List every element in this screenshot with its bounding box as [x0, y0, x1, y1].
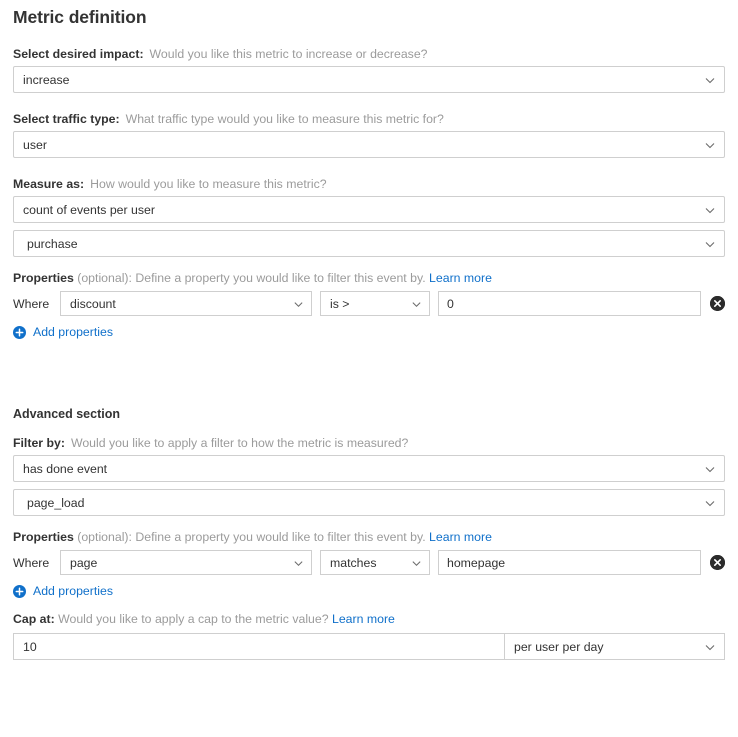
filter-value-input-secondary[interactable] — [438, 550, 701, 575]
traffic-type-label-row — [13, 112, 725, 126]
properties-primary-header — [13, 271, 725, 285]
filter-property-value: discount — [70, 296, 116, 311]
cap-unit-select[interactable] — [504, 633, 725, 660]
filter-property-select-secondary[interactable] — [60, 550, 312, 575]
cap-at-learn-more-link[interactable]: Learn more — [332, 612, 395, 626]
cap-at-row — [13, 633, 725, 660]
chevron-down-icon — [411, 298, 422, 309]
filter-operator-value: is > — [330, 296, 350, 311]
plus-circle-icon — [13, 326, 26, 339]
remove-property-button-secondary[interactable] — [710, 555, 725, 570]
traffic-type-select[interactable] — [13, 131, 725, 158]
filter-property-select[interactable] — [60, 291, 312, 316]
properties-secondary-hint: Define a property you would like to filter this event by. — [135, 530, 426, 544]
filter-operator-select-secondary[interactable] — [320, 550, 430, 575]
properties-primary-learn-more-link[interactable]: Learn more — [429, 271, 492, 285]
filter-operator-select[interactable] — [320, 291, 430, 316]
chevron-down-icon — [704, 238, 716, 250]
filter-property-value-secondary: page — [70, 555, 98, 570]
properties-primary-label: Properties — [13, 271, 74, 285]
measure-as-label: Measure as: — [13, 177, 85, 191]
traffic-type-value: user — [23, 137, 47, 152]
chevron-down-icon — [293, 298, 304, 309]
desired-impact-value: increase — [23, 72, 70, 87]
filter-by-hint: Would you like to apply a filter to how the metric is measured? — [70, 436, 409, 450]
properties-secondary-filter-row — [13, 550, 725, 575]
filter-by-value: has done event — [23, 461, 108, 476]
chevron-down-icon — [704, 139, 716, 151]
add-properties-primary-link[interactable]: Add properties — [33, 325, 113, 339]
chevron-down-icon — [704, 204, 716, 216]
measure-as-hint: How would you like to measure this metric? — [90, 177, 327, 191]
filter-value-input[interactable] — [438, 291, 701, 316]
measure-event-select[interactable] — [13, 230, 725, 257]
add-properties-primary-row[interactable] — [13, 325, 725, 339]
desired-impact-hint: Would you like this metric to increase or decrease? — [149, 47, 428, 61]
where-label: Where — [13, 296, 50, 311]
desired-impact-label-row — [13, 47, 725, 61]
properties-secondary-optional: (optional): — [77, 530, 132, 544]
chevron-down-icon — [704, 497, 716, 509]
cap-value-input[interactable] — [13, 633, 504, 660]
properties-secondary-label: Properties — [13, 530, 74, 544]
traffic-type-hint: What traffic type would you like to measure this metric for? — [125, 112, 444, 126]
cap-at-hint: Would you like to apply a cap to the metric value? — [58, 612, 329, 626]
remove-property-button[interactable] — [710, 296, 725, 311]
properties-primary-optional: (optional): — [77, 271, 132, 285]
desired-impact-label: Select desired impact: — [13, 47, 144, 61]
filter-by-label-row — [13, 436, 725, 450]
properties-secondary-header — [13, 530, 725, 544]
measure-as-value: count of events per user — [23, 202, 155, 217]
chevron-down-icon — [704, 463, 716, 475]
measure-as-label-row — [13, 177, 725, 191]
cap-at-label: Cap at: — [13, 612, 55, 626]
traffic-type-label: Select traffic type: — [13, 112, 120, 126]
filter-by-label: Filter by: — [13, 436, 65, 450]
filter-event-value: page_load — [27, 495, 85, 510]
filter-operator-value-secondary: matches — [330, 555, 377, 570]
desired-impact-select[interactable] — [13, 66, 725, 93]
chevron-down-icon — [704, 74, 716, 86]
chevron-down-icon — [293, 557, 304, 568]
chevron-down-icon — [411, 557, 422, 568]
filter-by-select[interactable] — [13, 455, 725, 482]
chevron-down-icon — [704, 641, 716, 653]
cap-unit-value: per user per day — [514, 639, 604, 654]
add-properties-secondary-link[interactable]: Add properties — [33, 584, 113, 598]
measure-as-select[interactable] — [13, 196, 725, 223]
section-spacer — [13, 339, 725, 367]
measure-event-value: purchase — [27, 236, 78, 251]
page-title: Metric definition — [13, 7, 147, 27]
plus-circle-icon — [13, 585, 26, 598]
advanced-section-title: Advanced section — [13, 407, 120, 421]
cap-at-header — [13, 612, 725, 626]
properties-primary-hint: Define a property you would like to filter this event by. — [135, 271, 426, 285]
properties-primary-filter-row — [13, 291, 725, 316]
filter-event-select[interactable] — [13, 489, 725, 516]
properties-secondary-learn-more-link[interactable]: Learn more — [429, 530, 492, 544]
add-properties-secondary-row[interactable] — [13, 584, 725, 598]
where-label: Where — [13, 555, 50, 570]
